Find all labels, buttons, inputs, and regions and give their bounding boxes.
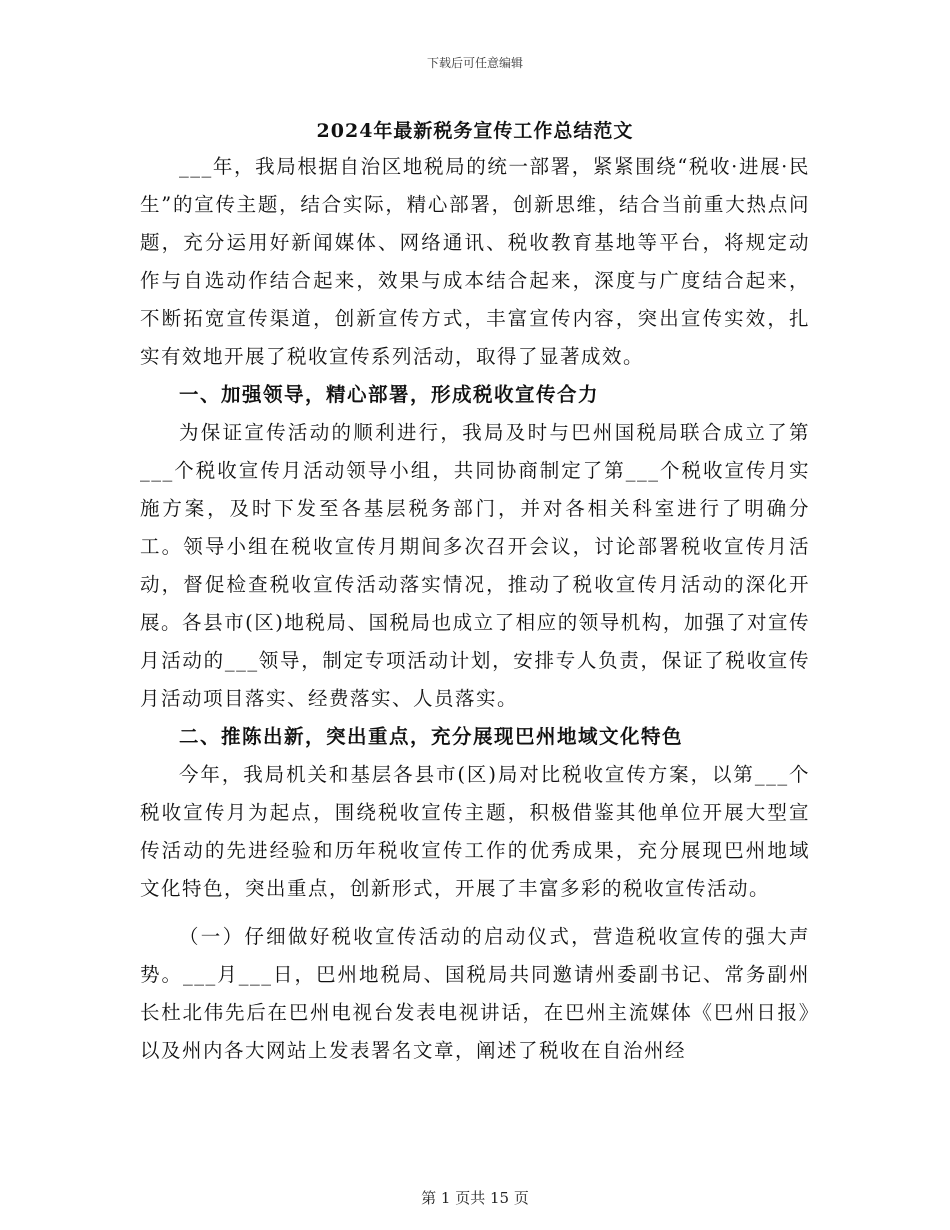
page-number: 第 1 页共 15 页: [421, 1189, 529, 1207]
section-1-paragraph: 为保证宣传活动的顺利进行，我局及时与巴州国税局联合成立了第___个税收宣传月活动领导小组，共同协商制定了第___个税收宣传月实施方案，及时下发至各基层税务部门，并对各相关科室进行了明确分工。领导小组在税收宣传月期间多次召开会议，讨论部署税收宣传月活动，督促检查税收宣传活动落实情况，推动了税收宣传月活动的深化开展。各县市(区)地税局、国税局也成立了相应的领导机构，加强了对宣传月活动的___领导，制定专项活动计划，安排专人负责，保证了税收宣传月活动项目落实、经费落实、人员落实。: [140, 421, 810, 710]
section-2-heading: 二、推陈出新，突出重点，充分展现巴州地域文化特色: [179, 725, 684, 748]
intro-paragraph: ___年，我局根据自治区地税局的统一部署，紧紧围绕“税收·进展·民生”的宣传主题，结合实际，精心部署，创新思维，结合当前重大热点问题，充分运用好新闻媒体、网络通讯、税收教育基地等平台，将规定动作与自选动作结合起来，效果与成本结合起来，深度与广度结合起来，不断拓宽宣传渠道，创新宣传方式，丰富宣传内容，突出宣传实效，扎实有效地开展了税收宣传系列活动，取得了显著成效。: [140, 155, 810, 368]
page-header-note: 下载后可任意编辑: [426, 56, 523, 70]
subsection-1-paragraph: （一）仔细做好税收宣传活动的启动仪式，营造税收宣传的强大声势。___月___日，巴州地税局、国税局共同邀请州委副书记、常务副州长杜北伟先后在巴州电视台发表电视讲话，在巴州主流媒体《巴州日报》以及州内各大网站上发表署名文章，阐述了税收在自治州经: [140, 925, 810, 1062]
document-body: [140, 148, 810, 1070]
document-title: 2024年最新税务宣传工作总结范文: [316, 120, 634, 142]
section-2-paragraph: 今年，我局机关和基层各县市(区)局对比税收宣传方案，以第___个税收宣传月为起点，围绕税收宣传主题，积极借鉴其他单位开展大型宣传活动的先进经验和历年税收宣传工作的优秀成果，充分展现巴州地域文化特色，突出重点，创新形式，开展了丰富多彩的税收宣传活动。: [140, 763, 810, 900]
section-1-heading: 一、加强领导，精心部署，形成税收宣传合力: [179, 383, 600, 406]
